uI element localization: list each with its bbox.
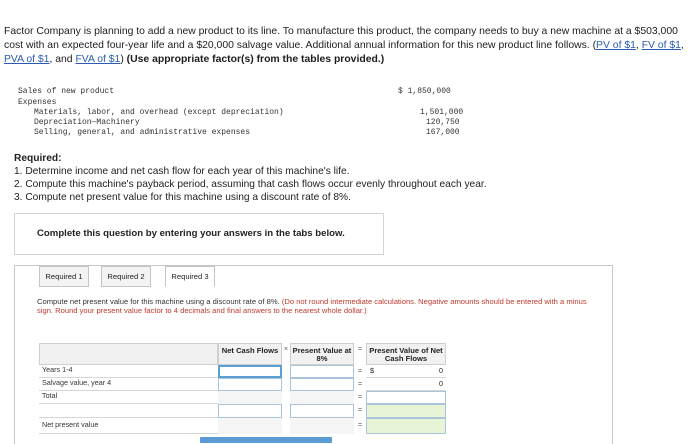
equals-sign: = [357, 368, 363, 375]
pv-value: 0 [439, 379, 443, 388]
pv-factor-input[interactable] [290, 365, 354, 378]
intro-instruction: (Use appropriate factor(s) from the tables provided.) [126, 54, 385, 65]
cash-flow-input[interactable] [218, 378, 282, 391]
pva-table-link[interactable]: PVA of $1 [4, 54, 50, 65]
equals-sign: = [357, 346, 363, 353]
statement-label: Selling, general, and administrative expenses [34, 128, 251, 137]
statement-value: 120,750 [426, 118, 460, 127]
row-label: Net present value [39, 418, 218, 434]
fv-table-link[interactable]: FV of $1 [641, 40, 681, 51]
row-label: Salvage value, year 4 [39, 378, 218, 391]
currency-sign: $ [370, 366, 374, 375]
next-tab-button[interactable] [200, 437, 332, 443]
pv-factor-input[interactable] [290, 404, 354, 418]
statement-value: $ 1,850,000 [398, 87, 451, 96]
blank-cell [218, 418, 282, 434]
times-sign: × [283, 346, 289, 353]
cash-flow-input[interactable] [218, 365, 282, 378]
equals-sign: = [357, 407, 363, 414]
blank-cell [290, 391, 354, 404]
required-item: 2. Compute this machine's payback period, assuming that cash flows occur evenly throughout each year. [14, 179, 487, 190]
pv-table-link[interactable]: PV of $1 [596, 40, 636, 51]
fva-table-link[interactable]: FVA of $1 [75, 54, 121, 65]
statement-value: 1,501,000 [420, 108, 464, 117]
equals-sign: = [357, 394, 363, 401]
tab-required-3[interactable]: Required 3 [165, 266, 215, 287]
instruction-main: Compute net present value for this machine using a discount rate of 8%. [37, 297, 280, 306]
answer-panel [14, 265, 613, 444]
pv-value: 0 [439, 366, 443, 375]
header-pv-net-cash: Present Value of Net Cash Flows [366, 343, 446, 365]
pv-factor-input[interactable] [290, 378, 354, 391]
cash-flow-input[interactable] [218, 404, 282, 418]
pv-output [366, 365, 446, 378]
problem-intro: Factor Company is planning to add a new product to its line. To manufacture this product, the company needs to buy a new machine at a $503,000 cost with an expected four-year life and a $20,000 salvage value. Additional annual information for this new product line follows. (PV of $1, FV of $1, PVA of $1, and FVA of $1) (Use appropriate factor(s) from the tables provided.) [4, 26, 684, 65]
required-item: 3. Compute net present value for this machine using a discount rate of 8%. [14, 192, 351, 203]
pv-input[interactable] [366, 404, 446, 418]
statement-label: Sales of new product [18, 87, 115, 96]
tab-required-2[interactable]: Required 2 [101, 266, 151, 287]
complete-question-box [14, 213, 384, 255]
pv-output [366, 378, 446, 391]
blank-cell [218, 391, 282, 404]
total-input[interactable] [366, 391, 446, 404]
row-label [39, 404, 218, 418]
row-label: Years 1-4 [39, 365, 218, 378]
required-item: 1. Determine income and net cash flow for each year of this machine's life. [14, 166, 350, 177]
npv-input[interactable] [366, 418, 446, 434]
header-blank [39, 343, 218, 365]
equals-sign: = [357, 422, 363, 429]
equals-sign: = [357, 381, 363, 388]
intro-text: Factor Company is planning to add a new product to its line. To manufacture this product, the company needs to buy a new machine at a $503,000 cost with an expected four-year life and a $20,000 salvage value. Additional annual information for this new product line follows. ( [4, 26, 678, 51]
statement-value: 167,000 [426, 128, 460, 137]
tab-required-1[interactable]: Required 1 [39, 266, 89, 287]
header-pv-factor: Present Value at 8% [290, 343, 354, 365]
complete-question-text: Complete this question by entering your answers in the tabs below. [37, 228, 345, 239]
instruction-note: (Do not round intermediate calculations. Negative amounts should be entered with a minus sign. Round your present value factor to 4 decimals and final answers to the nearest whole dollar.) [37, 297, 587, 315]
header-net-cash-flows: Net Cash Flows [218, 343, 282, 365]
statement-label: Depreciation—Machinery [34, 118, 140, 127]
tab-instructions [37, 297, 597, 315]
statement-label: Materials, labor, and overhead (except depreciation) [34, 108, 284, 117]
blank-cell [290, 418, 354, 434]
required-section [14, 152, 487, 204]
row-label: Total [39, 391, 218, 404]
statement-label: Expenses [18, 98, 57, 107]
required-heading: Required: [14, 153, 62, 164]
